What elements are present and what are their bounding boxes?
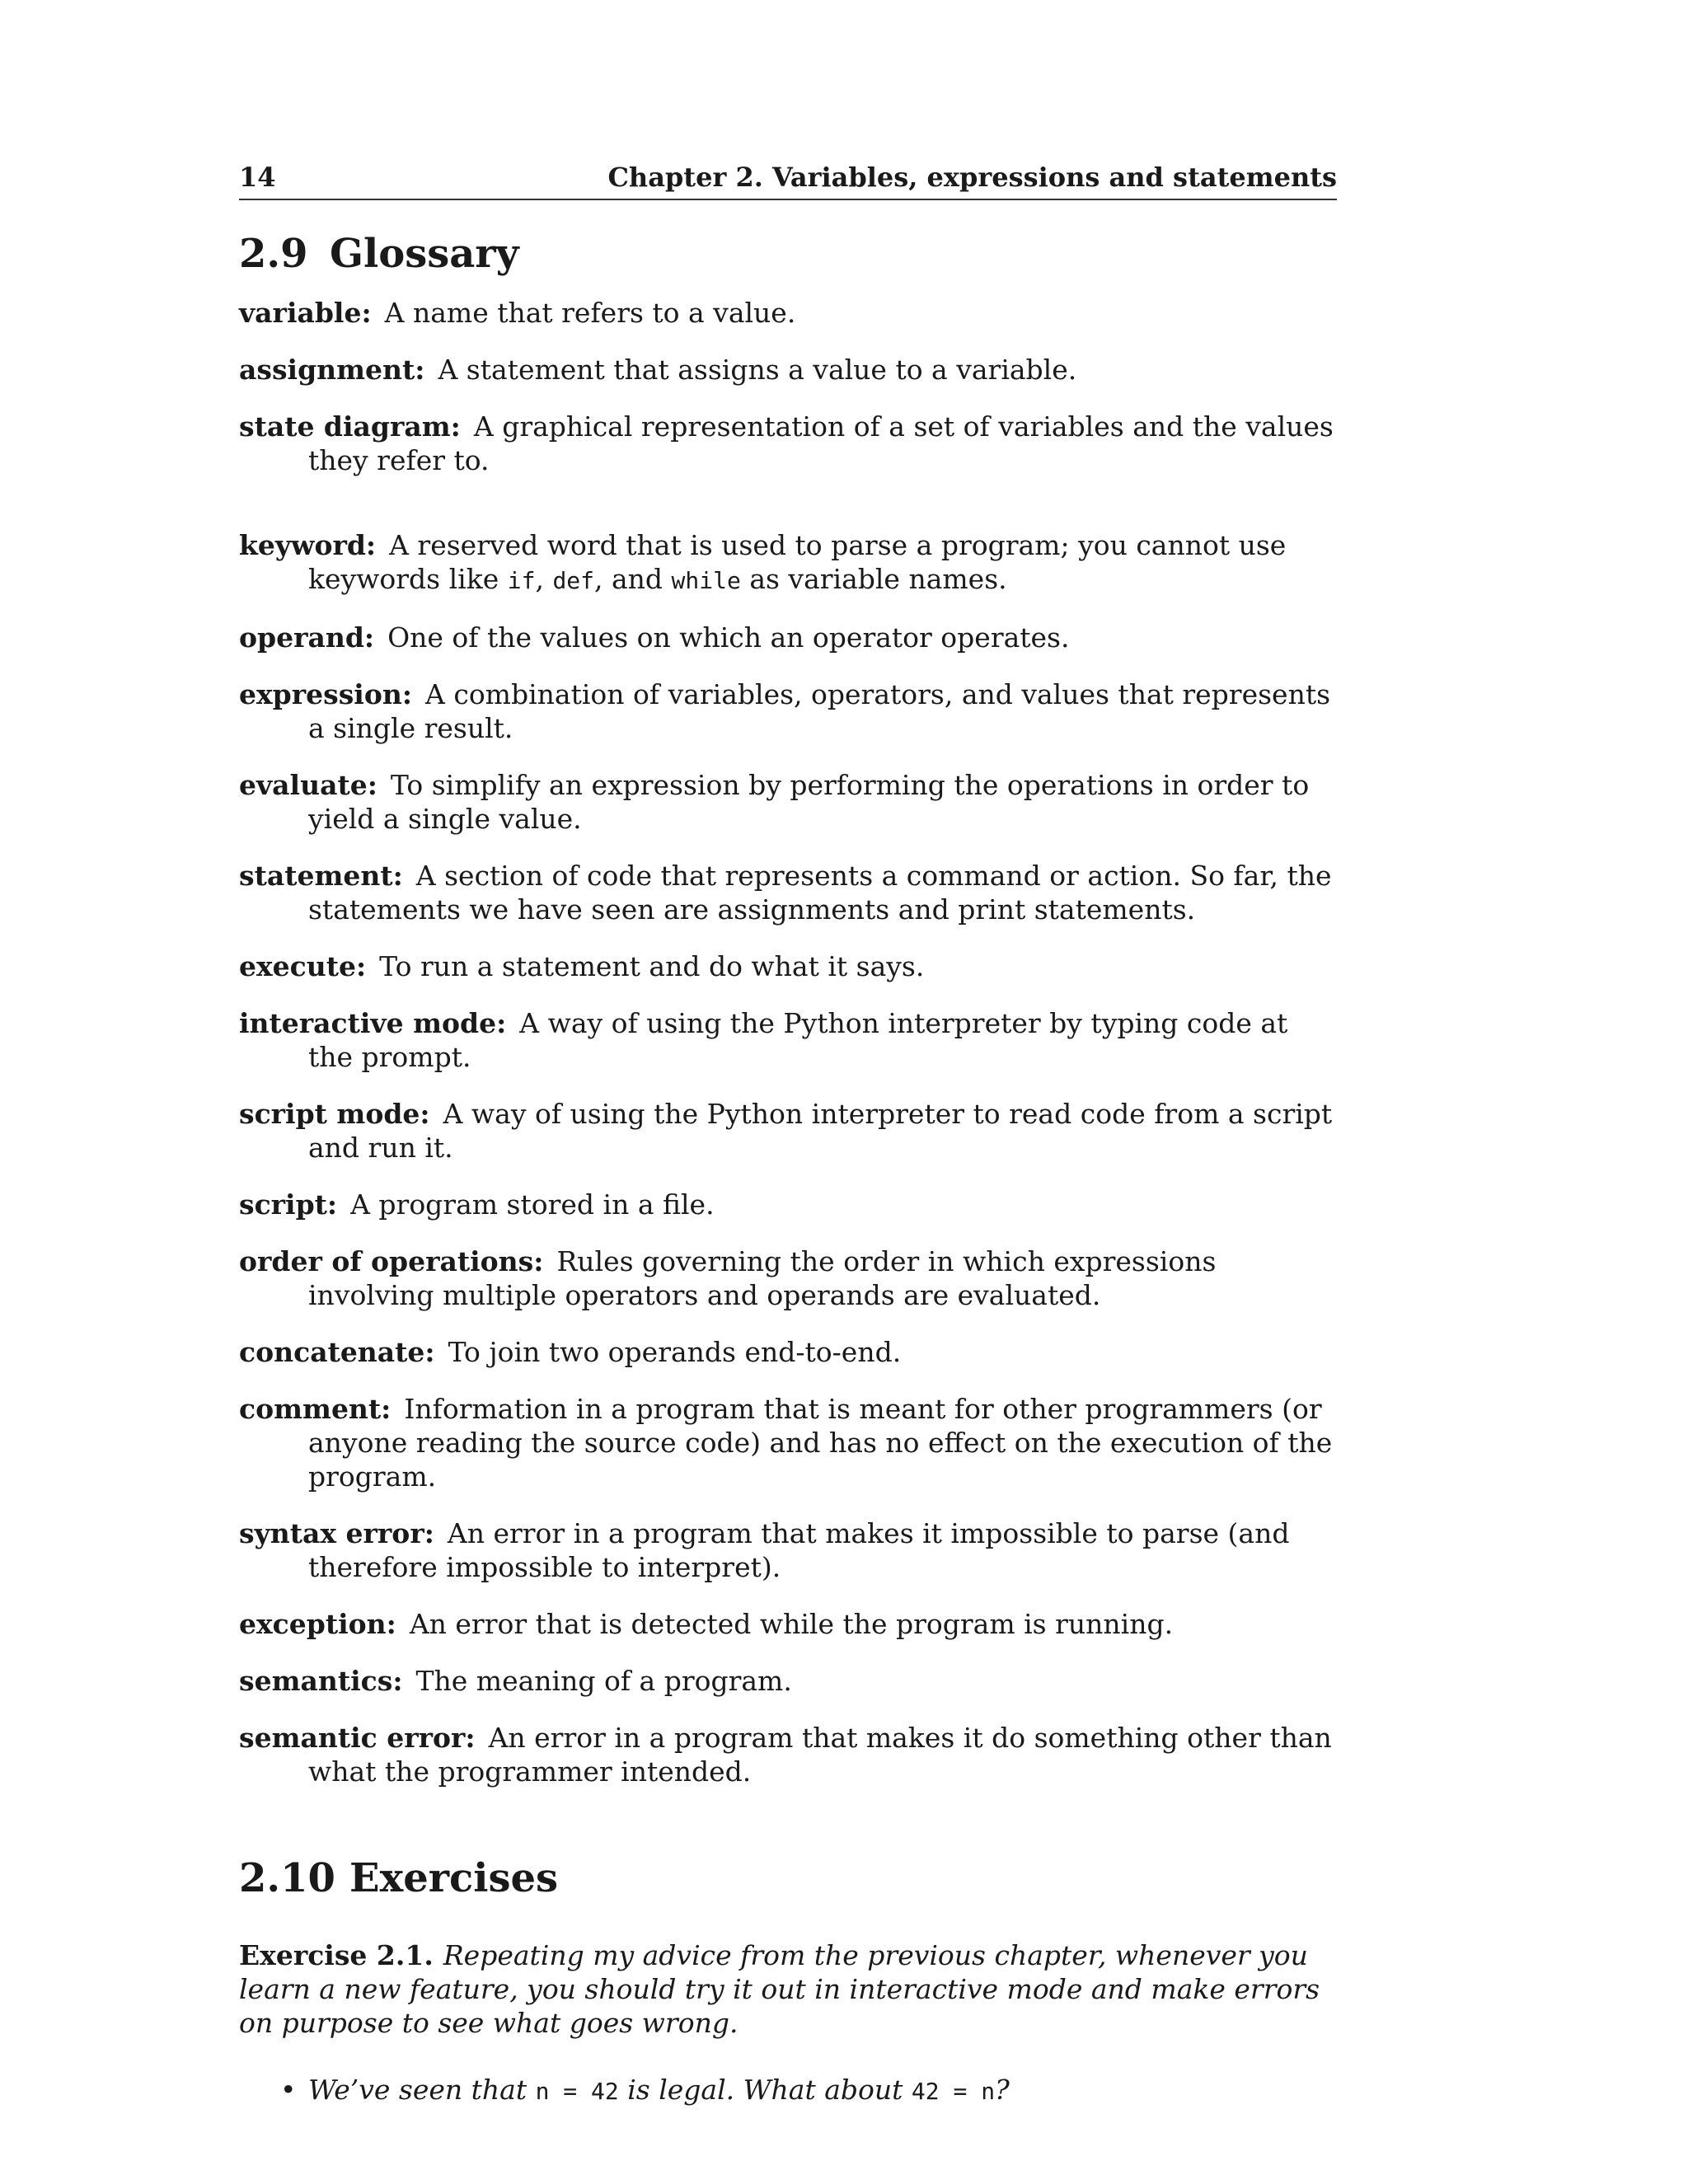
code-keyword-def: def <box>552 567 595 594</box>
glossary-entry-evaluate <box>239 768 1337 836</box>
bullet-text: ? <box>995 2074 1010 2106</box>
glossary-entry-exception <box>239 1607 1337 1641</box>
glossary-entry-variable <box>239 296 1337 330</box>
glossary-entry-semantics <box>239 1664 1337 1698</box>
glossary-term: concatenate: <box>239 1336 435 1368</box>
chapter-title: Chapter 2. Variables, expressions and statements <box>607 162 1337 193</box>
glossary-term: keyword: <box>239 529 377 561</box>
glossary-definition: A name that refers to a value. <box>384 297 796 329</box>
code-keyword-if: if <box>507 567 536 594</box>
glossary-entry-script <box>239 1188 1337 1221</box>
glossary-definition: A section of code that represents a command or action. So far, the statements we have seen are assignments and print statements. <box>308 860 1332 926</box>
glossary-term: interactive mode: <box>239 1007 507 1039</box>
glossary-entry-execute <box>239 949 1337 983</box>
list-item <box>280 2073 1337 2108</box>
glossary-entry-order-of-operations <box>239 1244 1337 1312</box>
section-title: Glossary <box>330 231 519 277</box>
glossary-definition-end: as variable names. <box>740 563 1007 595</box>
glossary-term: script mode: <box>239 1098 430 1130</box>
running-header <box>239 161 1337 200</box>
section-title: Exercises <box>349 1855 559 1901</box>
glossary-term: execute: <box>239 950 367 982</box>
glossary-definition: Information in a program that is meant for other programmers (or anyone reading the source code) and has no effect on the execution of the program. <box>308 1393 1333 1493</box>
glossary-definition: One of the values on which an operator operates. <box>387 621 1070 654</box>
exercise-2-1 <box>239 1938 1337 2040</box>
code-snippet: n = 42 <box>535 2078 619 2105</box>
glossary-term: syntax error: <box>239 1517 434 1549</box>
glossary-definition: A program stored in a file. <box>350 1188 715 1221</box>
glossary-entry-state-diagram <box>239 410 1337 477</box>
exercise-label: Exercise 2.1. <box>239 1939 434 1971</box>
glossary-term: semantics: <box>239 1665 403 1697</box>
glossary-definition: To run a statement and do what it says. <box>379 950 925 982</box>
glossary-term: semantic error: <box>239 1722 476 1754</box>
glossary-entry-semantic-error <box>239 1721 1337 1788</box>
glossary-definition: A way of using the Python interpreter to read code from a script and run it. <box>308 1098 1333 1164</box>
glossary-definition: An error in a program that makes it do something other than what the programmer intended. <box>308 1722 1332 1788</box>
glossary-definition: Rules governing the order in which expressions involving multiple operators and operands are evaluated. <box>308 1245 1217 1311</box>
glossary-term: operand: <box>239 621 375 654</box>
glossary-term: variable: <box>239 297 372 329</box>
glossary-entry-expression <box>239 677 1337 745</box>
glossary-term: statement: <box>239 860 403 892</box>
glossary-entry-interactive-mode <box>239 1006 1337 1074</box>
glossary-term: exception: <box>239 1608 396 1640</box>
glossary-heading <box>239 230 1337 278</box>
glossary-definition: An error that is detected while the program is running. <box>409 1608 1174 1640</box>
glossary-definition: The meaning of a program. <box>415 1665 792 1697</box>
exercises-heading <box>239 1854 1337 1902</box>
glossary-term: comment: <box>239 1393 392 1425</box>
bullet-icon: • <box>280 2074 297 2106</box>
document-page <box>239 161 1337 2108</box>
glossary-entry-keyword <box>239 528 1337 598</box>
glossary-definition: An error in a program that makes it impossible to parse (and therefore impossible to interpret). <box>308 1517 1290 1583</box>
glossary-definition: A graphical representation of a set of variables and the values they refer to. <box>308 410 1334 476</box>
glossary-term: evaluate: <box>239 769 377 801</box>
glossary-definition: To simplify an expression by performing the operations in order to yield a single value. <box>308 769 1310 835</box>
glossary-definition: A statement that assigns a value to a variable. <box>438 354 1077 386</box>
glossary-entry-concatenate <box>239 1335 1337 1369</box>
bullet-text: We’ve seen that <box>308 2074 536 2106</box>
exercise-text: Repeating my advice from the previous chapter, whenever you learn a new feature, you should try it out in interactive mode and make errors on purpose to see what goes wrong. <box>239 1939 1320 2039</box>
glossary-term: script: <box>239 1188 338 1221</box>
separator: , <box>535 563 553 595</box>
glossary-entry-script-mode <box>239 1097 1337 1165</box>
glossary-definition: A combination of variables, operators, and values that represents a single result. <box>308 678 1331 744</box>
glossary-term: state diagram: <box>239 410 461 443</box>
code-keyword-while: while <box>671 567 741 594</box>
glossary-term: assignment: <box>239 354 425 386</box>
glossary-term: order of operations: <box>239 1245 544 1277</box>
glossary-definition: To join two operands end-to-end. <box>448 1336 902 1368</box>
glossary-entry-statement <box>239 859 1337 926</box>
bullet-text: is legal. What about <box>618 2074 912 2106</box>
glossary-entry-syntax-error <box>239 1516 1337 1584</box>
exercise-bullet-list <box>239 2073 1337 2108</box>
glossary-entry-operand <box>239 621 1337 654</box>
glossary-definition: A way of using the Python interpreter by typing code at the prompt. <box>308 1007 1288 1073</box>
separator: , and <box>594 563 672 595</box>
glossary-definition: A reserved word that is used to parse a program; you cannot use keywords like <box>308 529 1287 595</box>
glossary-entry-assignment <box>239 353 1337 387</box>
section-number: 2.9 <box>239 231 308 277</box>
glossary-term: expression: <box>239 678 413 710</box>
code-snippet: 42 = n <box>911 2078 996 2105</box>
section-number: 2.10 <box>239 1855 335 1901</box>
glossary-list <box>239 296 1337 1788</box>
page-number: 14 <box>239 162 276 193</box>
glossary-entry-comment <box>239 1392 1337 1493</box>
